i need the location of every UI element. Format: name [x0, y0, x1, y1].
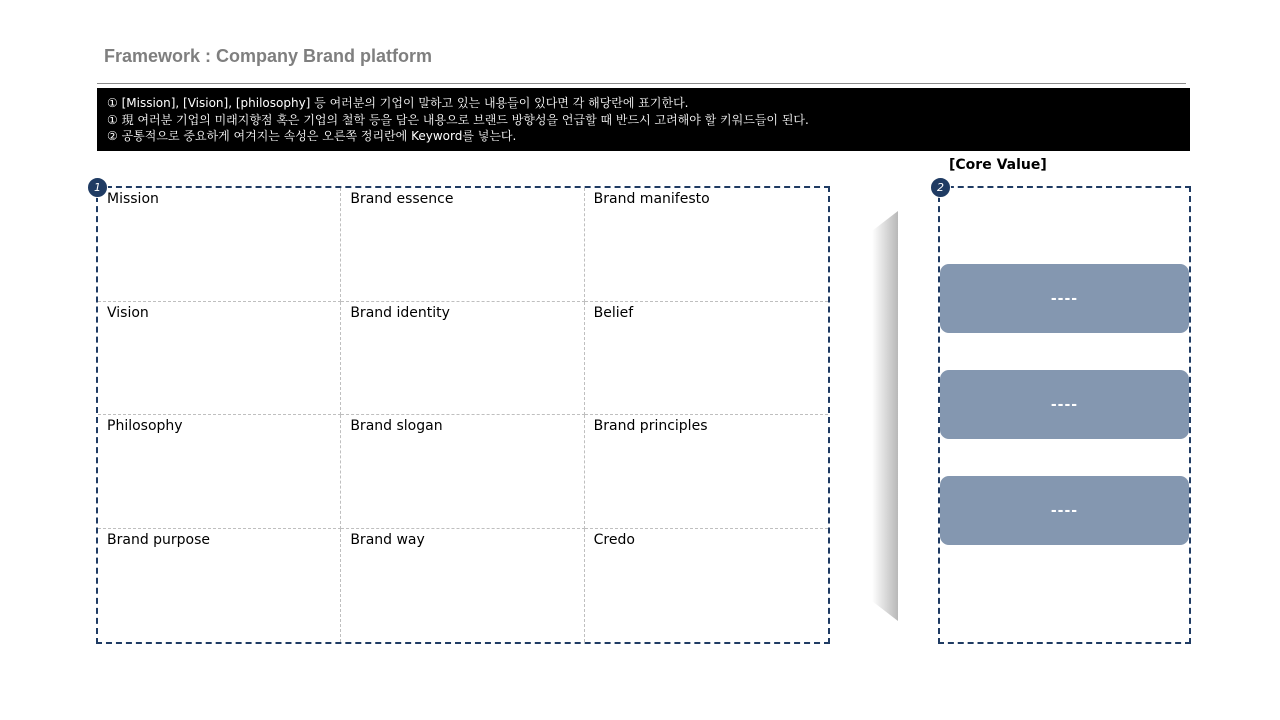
- grid-cell-brand-manifesto[interactable]: [585, 188, 828, 302]
- core-value-title: [Core Value]: [949, 157, 1047, 173]
- cell-label: Brand principles: [593, 418, 708, 434]
- step-badge-1: 1: [87, 177, 108, 198]
- cell-label: Brand identity: [350, 304, 450, 321]
- title-divider: [97, 83, 1186, 84]
- connector-arrow-shape: [872, 211, 898, 621]
- instruction-box: [97, 88, 1190, 151]
- grid-cell-brand-purpose[interactable]: [98, 529, 341, 643]
- grid-cell-belief[interactable]: [585, 302, 828, 416]
- grid-cell-brand-essence[interactable]: [341, 188, 584, 302]
- instruction-line: ① 現 여러분 기업의 미래지향점 혹은 기업의 철학 등을 담은 내용으로 브랜드 방향성을 언급할 때 반드시 고려해야 할 키워드들이 된다.: [107, 112, 809, 127]
- page-title: Framework : Company Brand platform: [104, 46, 433, 66]
- grid-cell-credo[interactable]: [585, 529, 828, 643]
- grid-cell-brand-slogan[interactable]: [341, 415, 584, 529]
- brand-framework-grid: [96, 186, 830, 644]
- core-value-item[interactable]: ----: [940, 264, 1189, 333]
- step-badge-2: 2: [930, 177, 951, 198]
- grid-cell-mission[interactable]: [98, 188, 341, 302]
- grid-cell-philosophy[interactable]: [98, 415, 341, 529]
- grid-cell-brand-way[interactable]: [341, 529, 584, 643]
- grid-cell-brand-identity[interactable]: [341, 302, 584, 416]
- instruction-line: ② 공통적으로 중요하게 여겨지는 속성은 오른쪽 정리란에 Keyword를 넣는다.: [107, 129, 517, 143]
- cell-label: Mission: [107, 191, 159, 207]
- cell-label: Philosophy: [107, 418, 183, 434]
- cell-label: Belief: [593, 304, 634, 321]
- instruction-line: ① [Mission], [Vision], [philosophy] 등 여러분의 기업이 말하고 있는 내용들이 있다면 각 해당란에 표기한다.: [107, 96, 689, 110]
- grid-cell-vision[interactable]: [98, 302, 341, 416]
- cell-label: Brand way: [350, 531, 425, 548]
- cell-label: Vision: [107, 304, 149, 321]
- core-value-item[interactable]: ----: [940, 476, 1189, 545]
- cell-label: Brand manifesto: [593, 191, 710, 207]
- grid-cell-brand-principles[interactable]: [585, 415, 828, 529]
- cell-label: Brand essence: [350, 191, 454, 207]
- cell-label: Brand purpose: [107, 531, 211, 548]
- cell-label: Brand slogan: [350, 418, 443, 434]
- cell-label: Credo: [593, 531, 635, 548]
- core-value-item[interactable]: ----: [940, 370, 1189, 439]
